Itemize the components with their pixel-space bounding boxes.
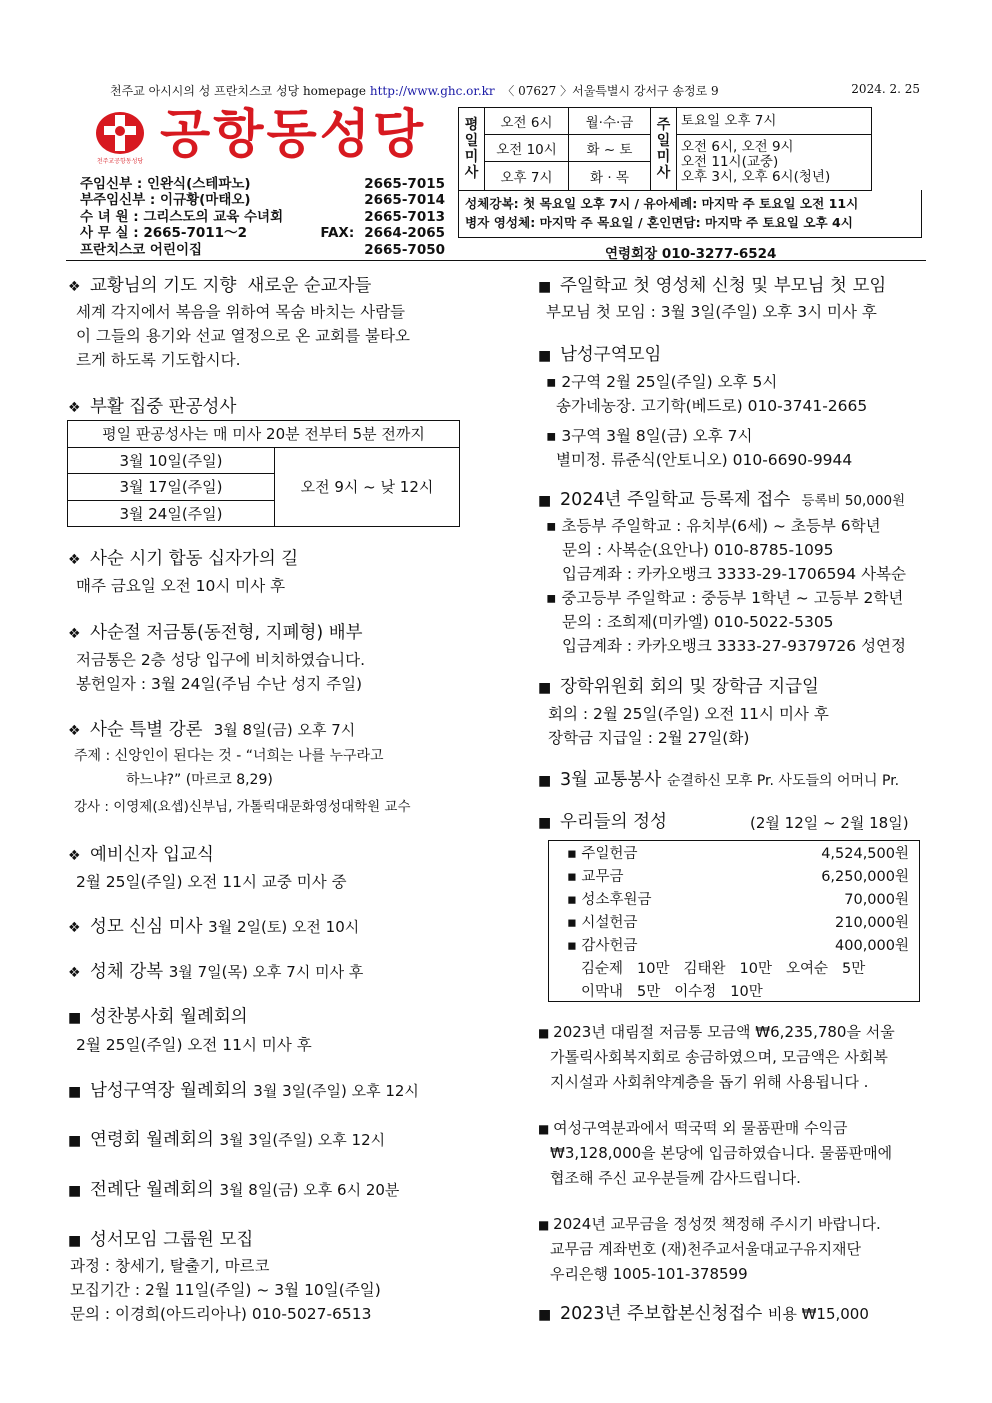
diamond-bullet-icon: ❖ [68,920,81,936]
homepage-link[interactable]: http://www.ghc.or.kr [369,84,495,98]
text-line: 과정 : 창세기, 탈출기, 마르코 [70,1257,270,1275]
sunday-mass-label: 주 일 미 사 [651,108,677,191]
diamond-bullet-icon: ❖ [68,552,81,568]
thanks-donors-row: 이막내 5만 이수정 10만 [581,984,763,1000]
square-bullet-icon: ■ [538,279,552,295]
offering-row: ▪ 교무금 6,250,000원 [567,869,909,885]
text-line: ▪ 중고등부 주일학교 : 중등부 1학년 ~ 고등부 2학년 [546,589,904,607]
advent-notice: ■ 2023년 대림절 저금통 모금액 ₩6,235,780을 서울 [538,1023,895,1041]
diamond-bullet-icon: ❖ [68,400,81,416]
square-bullet-icon: ■ [538,1122,554,1136]
section-funeral-society: ■ 연령회 월례회의 3월 3일(주일) 오후 12시 [68,1130,386,1150]
staff-row: 프란치스코 어린이집 2665-7050 [80,241,445,258]
text-line: 저금통은 2층 성당 입구에 비치하였습니다. [76,651,366,669]
square-bullet-icon: ■ [68,1183,82,1199]
square-bullet-icon: ■ [538,1307,552,1323]
section-scholarship: ■ 장학위원회 회의 및 장학금 지급일 [538,677,819,697]
text-line: 협조해 주신 교우분들께 감사드립니다. [550,1169,801,1187]
text-line: 문의 : 이경희(아드리아나) 010-5027-6513 [70,1305,372,1323]
text-line: 강사 : 이영제(요셉)신부님, 가톨릭대문화영성대학원 교수 [74,799,411,815]
square-bullet-icon: ■ [68,1133,82,1149]
bulletin-date: 2024. 2. 25 [851,82,920,96]
square-bullet-icon: ■ [68,1010,82,1026]
section-lent-bank: ❖ 사순절 저금통(동전형, 지폐형) 배부 [68,623,363,643]
text-line: 하느냐?” (마르코 8,29) [126,772,273,788]
weekday-mass-label: 평 일 미 사 [459,108,485,191]
text-line: 르게 하도록 기도합시다. [76,351,241,369]
header-divider [66,260,926,261]
text-line: 입금계좌 : 카카오뱅크 3333-27-9379726 성연정 [562,637,906,655]
section-bulletin-binding: ■ 2023년 주보합본신청접수 비용 ₩15,000 [538,1304,869,1324]
text-line: ▪ 2구역 2월 25일(주일) 오후 5시 [546,373,778,391]
offering-table [548,840,920,1002]
text-line: 매주 금요일 오전 10시 미사 후 [76,577,286,595]
section-pope-intention: ❖ 교황님의 기도 지향 새로운 순교자들 [68,276,372,296]
confession-table: 평일 판공성사는 매 미사 20분 전부터 5분 전까지 3월 10일(주일) 오전 9시 ~ 낮 12시 3월 17일(주일) 3월 24일(주일) [67,420,460,527]
text-line: 이 그들의 용기와 선교 열정으로 온 교회를 불타오 [76,327,410,345]
section-stations: ❖ 사순 시기 합동 십자가의 길 [68,549,299,569]
section-confession: ❖ 부활 집중 판공성사 [68,397,237,417]
text-line: 모집기간 : 2월 11일(주일) ~ 3월 10일(주일) [70,1281,381,1299]
staff-directory [80,176,445,258]
text-line: ₩3,128,000을 본당에 입금하였습니다. 물품판매에 [550,1144,893,1162]
svg-text:천주교공항동성당: 천주교공항동성당 [96,158,144,165]
section-first-communion: ■ 주일학교 첫 영성체 신청 및 부모님 첫 모임 [538,276,887,296]
diamond-bullet-icon: ❖ [68,279,81,295]
square-bullet-icon: ■ [538,1218,554,1232]
parish-logo [94,110,146,166]
section-catechumen: ❖ 예비신자 입교식 [68,845,214,865]
sacrament-info: 성체강복: 첫 목요일 오후 7시 / 유아세례: 마지막 주 토요일 오전 11시 병자 영성체: 마지막 주 목요일 / 혼인면담: 마지막 주 토요일 오후 4시 [458,190,922,238]
offering-row: ▪ 시설헌금 210,000원 [567,915,909,931]
section-men-districts: ■ 남성구역모임 [538,345,662,365]
square-bullet-icon: ■ [538,773,552,789]
section-liturgy-team: ■ 전례단 월례회의 3월 8일(금) 오후 6시 20분 [68,1180,400,1200]
text-line: 봉헌일자 : 3월 24일(주님 수난 성지 주일) [76,675,363,693]
section-lent-homily: ❖ 사순 특별 강론 3월 8일(금) 오후 7시 [68,720,356,740]
sales-notice: ■ 여성구역분과에서 떡국떡 외 물품판매 수익금 [538,1119,848,1137]
section-offerings: ■ 우리들의 정성 [538,812,667,832]
funeral-chair-contact: 연령회장 010-3277-6524 [605,246,777,262]
section-eucharist-ministers: ■ 성찬봉사회 월례회의 [68,1007,248,1027]
header-line [110,82,719,99]
square-bullet-icon: ■ [538,348,552,364]
diamond-bullet-icon: ❖ [68,848,81,864]
parish-seal-icon [94,110,146,166]
text-line: ▪ 3구역 3월 8일(금) 오후 7시 [546,427,753,445]
text-line: 가톨릭사회복지회로 송금하였으며, 모금액은 사회복 [550,1048,888,1066]
bank-account: 우리은행 1005-101-378599 [550,1265,748,1283]
square-bullet-icon: ■ [68,1233,82,1249]
text-line: 2월 25일(주일) 오전 11시 미사 후 [76,1036,312,1054]
mass-schedule-table: 평 일 미 사 오전 6시 월·수·금 주 일 미 사 토요일 오후 7시 오전 10시 화 ~ 토 오전 6시, 오전 9시 오전 11시(교중) 오후 3시, 오후 6시(청년) 오후 7시 화 · 목 [458,107,872,191]
diamond-bullet-icon: ❖ [68,626,81,642]
text-line: 회의 : 2월 25일(주일) 오전 11시 미사 후 [548,705,829,723]
square-bullet-icon: ■ [538,493,552,509]
text-line: 입금계좌 : 카카오뱅크 3333-29-1706594 사복순 [562,565,906,583]
text-line: ▪ 초등부 주일학교 : 유치부(6세) ~ 초등부 6학년 [546,517,881,535]
square-bullet-icon: ■ [68,1084,82,1100]
text-line: 문의 : 조희제(미카엘) 010-5022-5305 [562,613,834,631]
text-line: 2월 25일(주일) 오전 11시 교중 미사 중 [76,873,347,891]
dues-notice: ■ 2024년 교무금을 정성껏 책정해 주시기 바랍니다. [538,1215,881,1233]
offering-row: ▪ 성소후원금 70,000원 [567,892,909,908]
text-line: 문의 : 사복순(요안나) 010-8785-1095 [562,541,834,559]
section-sunday-school: ■ 2024년 주일학교 등록제 접수 등록비 50,000원 [538,490,906,510]
text-line: 주제 : 신앙인이 된다는 것 - “너희는 나를 누구라고 [74,748,384,764]
section-men-leaders: ■ 남성구역장 월례회의 3월 3일(주일) 오후 12시 [68,1081,419,1101]
section-marian-mass: ❖ 성모 신심 미사 3월 2일(토) 오전 10시 [68,917,360,937]
staff-row: 사 무 실 : 2665-7011～2 FAX: 2664-2065 [80,225,445,242]
square-bullet-icon: ■ [538,1026,554,1040]
text-line: 송가네농장. 고기학(베드로) 010-3741-2665 [556,397,868,415]
staff-row: 수 녀 원 : 그리스도의 교육 수녀회 2665-7013 [80,208,445,225]
diamond-bullet-icon: ❖ [68,723,81,739]
section-traffic-service: ■ 3월 교통봉사 순결하신 모후 Pr. 사도들의 어머니 Pr. [538,770,900,790]
text-line: 부모님 첫 모임 : 3월 3일(주일) 오후 3시 미사 후 [546,303,877,321]
thanks-donors-row: 김순제 10만 김태완 10만 오여순 5만 [581,961,866,977]
text-line: 장학금 지급일 : 2월 27일(화) [548,729,750,747]
square-bullet-icon: ■ [538,680,552,696]
offering-period: (2월 12일 ~ 2월 18일) [750,814,909,832]
text-line: 별미정. 류준식(안토니오) 010-6690-9944 [556,451,853,469]
staff-row: 부주임신부 : 이규황(마태오) 2665-7014 [80,192,445,209]
offering-row: ▪ 주일헌금 4,524,500원 [567,846,909,862]
parish-name: 천주교 아시시의 성 프란치스코 성당 homepage [110,84,367,98]
text-line: 세계 각지에서 복음을 위하여 목숨 바치는 사람들 [76,303,406,321]
section-bible-group: ■ 성서모임 그룹원 모집 [68,1230,254,1250]
offering-row: ▪ 감사헌금 400,000원 [567,938,909,954]
page-title: 공항동성당 [160,105,427,165]
text-line: 지시설과 사회취약계층을 돕기 위해 사용됩니다 . [550,1073,869,1091]
parish-address: 〈 07627 〉서울특별시 강서구 송정로 9 [502,84,719,98]
staff-row: 주임신부 : 인완식(스테파노) 2665-7015 [80,176,445,192]
section-benediction: ❖ 성체 강복 3월 7일(목) 오후 7시 미사 후 [68,962,364,982]
square-bullet-icon: ■ [538,815,552,831]
diamond-bullet-icon: ❖ [68,965,81,981]
text-line: 교무금 계좌번호 (재)천주교서울대교구유지재단 [550,1240,862,1258]
